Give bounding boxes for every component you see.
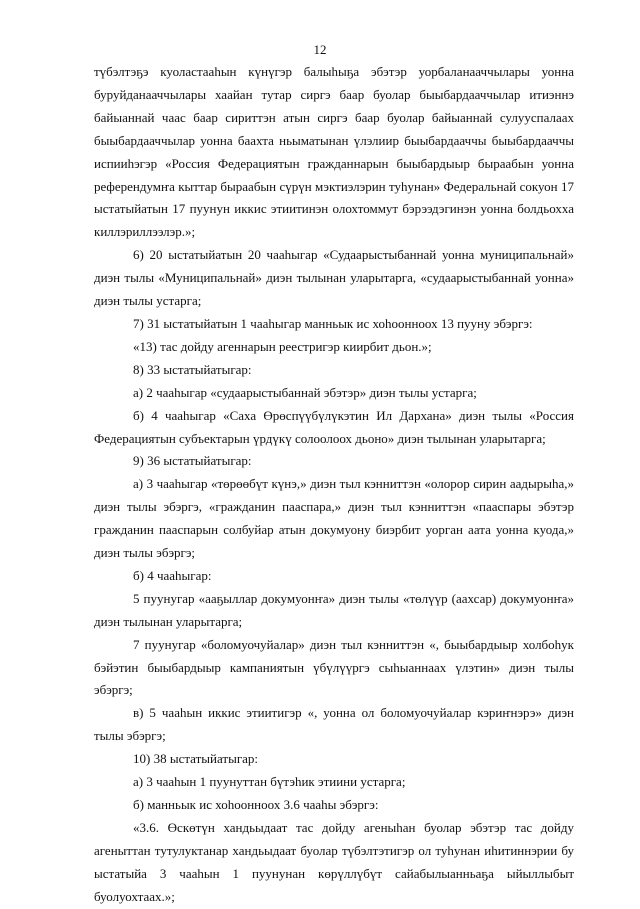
paragraph-item-9a: а) 3 чааһыгар «төрөөбүт күнэ,» диэн тыл кэнниттэн «олорор сирин аадырыһа,» диэн тылы эбэргэ, «гражданин пааспара,» диэн тыл кэнниттэн «пааспары эбэтэр гражданин пааспарын солбуйар атын докумуону биэрбит уорган аата уонна куода,» диэн тылы эбэргэ; [94,476,574,561]
page-number: 12 [313,42,327,57]
paragraph-item-7-quote: «13) тас дойду агеннарын реестригэр киирбит дьон.»; [133,338,432,354]
paragraph-item-9b: б) 4 чааһыгар: [133,567,212,583]
paragraph-item-8: 8) 33 ыстатыйатыгар: [133,361,252,377]
paragraph-item-8b: б) 4 чааһыгар «Саха Өрөспүүбүлүкэтин Ил Дархана» диэн тылы «Россия Федерациятын субъектарын үрдүкү солоолоох дьоно» диэн тылынан уларытарга; [94,407,574,446]
paragraph-item-6: 6) 20 ыстатыйатын 20 чааһыгар «Судаарыстыбаннай уонна муниципальнай» диэн тылы «Муниципальнай» диэн тылынан уларытарга, «судаарыстыбаннай уонна» диэн тылы устарга; [94,247,574,309]
paragraph-item-10a: а) 3 чааһын 1 пуунуттан бүтэһик этиини устарга; [133,774,406,790]
paragraph-item-8a: а) 2 чааһыгар «судаарыстыбаннай эбэтэр» диэн тылы устарга; [133,384,477,400]
paragraph-item-10b-quote: «3.6. Өскөтүн хандьыдаат тас дойду агеныһан буолар эбэтэр тас дойду агеныттан тутулуктанар хандьыдаат буолар түбэлтэтигэр ол туһунан иһитиннэрии бу ыстатыйа 3 чааһын 1 пуунунан көрүллүбүт сайабылыанньаҕа ыйыллыбыт буолуохтаах.»; [94,819,574,904]
paragraph-item-7: 7) 31 ыстатыйатын 1 чааһыгар манньык ис хоһоонноох 13 пууну эбэргэ: [133,315,533,331]
paragraph-item-9b-point-5: 5 пуунугар «ааҕыллар докумуонҥа» диэн тылы «төлүүр (аахсар) докумуонҥа» диэн тылынан уларытарга; [94,590,574,629]
document-body [94,61,574,909]
paragraph-continuation: түбэлтэҕэ куоластааһын күнүгэр балыһыҕа эбэтэр уорбаланааччылары уонна буруйданааччылары хаайан тутар сиргэ баар буолар быыбардааччылар итиэннэ байыаннай чаас баар сириттэн атын сиргэ баар буолар байыаннай сулууспалаах быыбардааччылар уонна баахта ньыматынан үлэлиир быыбардааччы быыбардааччы испииһэгэр «Россия Федерациятын гражданнарын быыбардыыр быраабын уонна референдумҥа кыттар быраабын сүрүн мэктиэлэрин туһунан» Федеральнай сокуон 17 ыстатыйатын 17 пуунун иккис этиитинэн олохтоммут бэрээдэгинэн уонна болдьохха киллэриллээлэр.»; [94,64,574,240]
paragraph-item-9c: в) 5 чааһын иккис этиитигэр «, уонна ол боломуочуйалар кэриҥнэрэ» диэн тылы эбэргэ; [94,705,574,744]
paragraph-item-9b-point-7: 7 пуунугар «боломуочуйалар» диэн тыл кэнниттэн «, быыбардыыр холбоһук бэйэтин быыбардыыр кампаниятын үбүлүүргэ сыһыаннаах үлэтин» диэн тылы эбэргэ; [94,636,574,698]
paragraph-item-9: 9) 36 ыстатыйатыгар: [133,453,252,469]
paragraph-item-10b: б) манньык ис хоһоонноох 3.6 чааһы эбэргэ: [133,797,379,812]
paragraph-item-10: 10) 38 ыстатыйатыгар: [133,751,259,767]
